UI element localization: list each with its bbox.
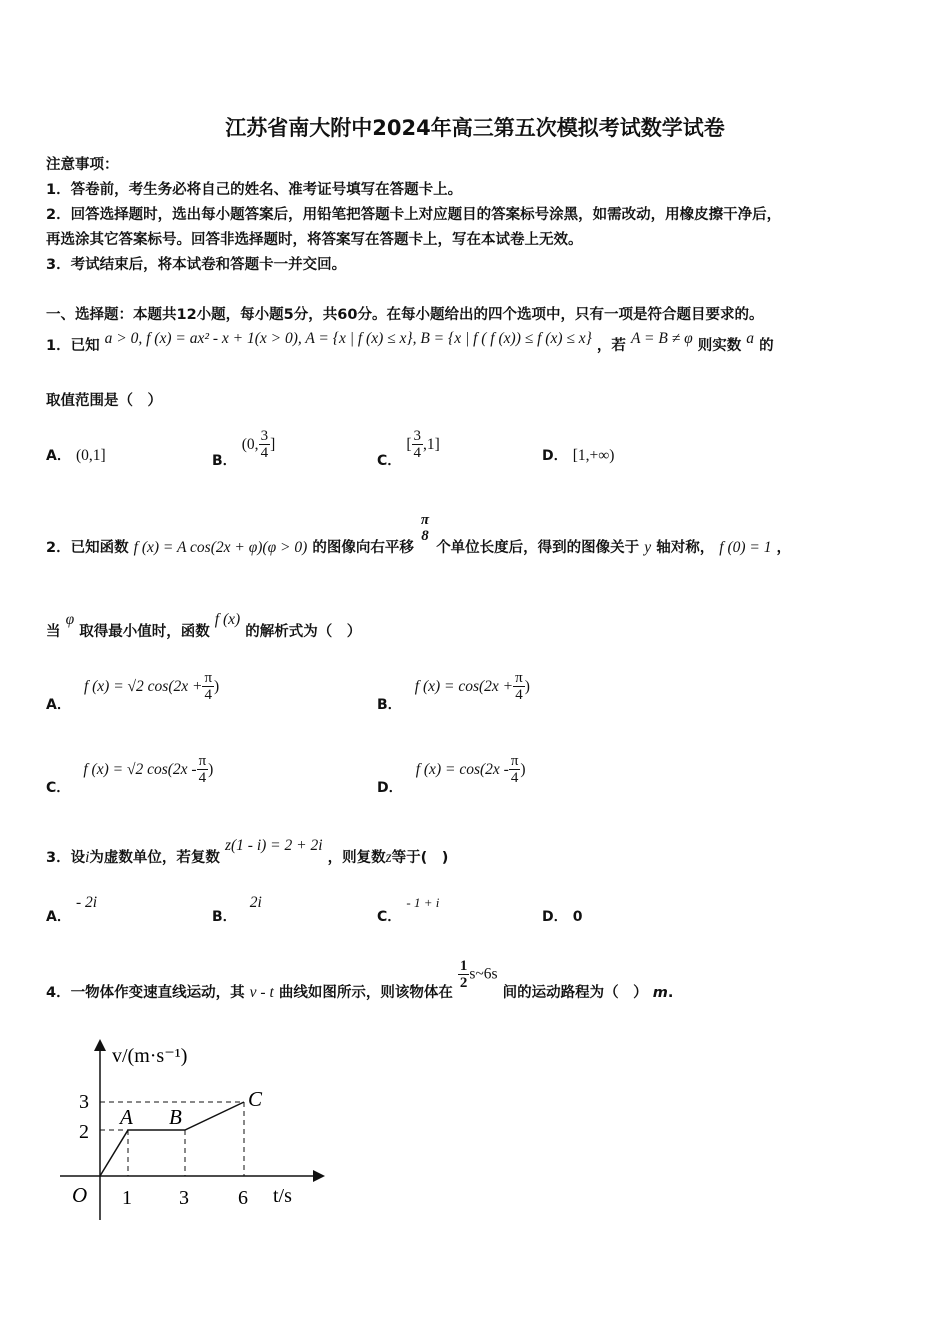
q1-condition-2: A = B ≠ φ xyxy=(630,330,693,347)
t-axis-label: t/s xyxy=(273,1185,292,1207)
notice-item-3: 3．考试结束后，将本试卷和答题卡一并交回。 xyxy=(46,257,347,273)
notice-item-2: 2．回答选择题时，选出每小题答案后，用铅笔把答题卡上对应题目的答案标号涂黑，如需改动，用橡皮擦干净后， xyxy=(46,207,782,223)
q3-option-b[interactable]: B． 2i xyxy=(212,894,262,925)
x-tick-6: 6 xyxy=(238,1187,248,1209)
q3-option-a[interactable]: A． - 2i xyxy=(46,894,98,925)
exam-title: 江苏省南大附中2024年高三第五次模拟考试数学试卷 xyxy=(225,116,725,140)
q1-option-a[interactable]: A． (0,1] xyxy=(46,447,106,464)
q3-equation: z(1 - i) = 2 + 2i xyxy=(224,837,323,854)
q1-condition: a > 0, f (x) = ax² - x + 1(x > 0), A = {x | f (x) ≤ x}, B = {x | f ( f (x)) ≤ f (x) ≤ x} xyxy=(104,330,592,347)
question-2-line-2: 当 φ 取得最小值时，函数 f (x) 的解析式为（ ） xyxy=(46,611,362,640)
notice-heading: 注意事项： xyxy=(46,157,119,173)
y-tick-2: 2 xyxy=(79,1121,89,1143)
v-axis-label: v/(m·s⁻¹) xyxy=(112,1045,188,1067)
q1-option-c[interactable]: C． [ $\frac{3}{4}$ ,1] xyxy=(377,428,440,469)
vt-graph xyxy=(50,1030,350,1230)
question-2: 2．已知函数 f (x) = A cos(2x + φ)(φ > 0) 的图像向右平移 π 8 个单位长度后，得到的图像关于 y 轴对称， f (0) = 1 ， xyxy=(46,512,792,556)
point-a-label: A xyxy=(120,1105,133,1129)
question-1: 1．已知 a > 0, f (x) = ax² - x + 1(x > 0), A = {x | f (x) ≤ x}, B = {x | f ( f (x)) ≤ f (x) ≤ x} ，若 A = B ≠ φ 则实数 a 的 xyxy=(46,330,774,354)
q1-option-b[interactable]: B． (0, $\frac{3}{4}$ ] xyxy=(212,428,276,469)
point-c-label: C xyxy=(248,1087,263,1111)
notice-item-1: 1．答卷前，考生务必将自己的姓名、准考证号填写在答题卡上。 xyxy=(46,182,463,198)
question-4: 4．一物体作变速直线运动，其 v - t 曲线如图所示，则该物体在 $\frac{1}{2}$ s~6s 间的运动路程为（ ） m. xyxy=(46,958,674,1001)
point-b-label: B xyxy=(169,1105,182,1129)
q2-option-d[interactable]: D． f (x) = cos(2x - $\frac{\pi}{4}$ ) xyxy=(377,753,526,796)
q2-option-a[interactable]: A． f (x) = √2 cos(2x + $\frac{\pi}{4}$ ) xyxy=(46,670,220,713)
question-1-line-2: 取值范围是（ ） xyxy=(46,393,162,409)
question-3: 3．设i为虚数单位，若复数 z(1 - i) = 2 + 2i ，则复数z等于( ) xyxy=(46,837,449,866)
notice-item-2-cont: 再选涂其它答案标号。回答非选择题时，将答案写在答题卡上，写在本试卷上无效。 xyxy=(46,232,583,248)
section-heading: 一、选择题：本题共12小题，每小题5分，共60分。在每小题给出的四个选项中，只有一项是符合题目要求的。 xyxy=(46,307,764,323)
q2-option-c[interactable]: C． f (x) = √2 cos(2x - $\frac{\pi}{4}$ ) xyxy=(46,753,214,796)
q3-option-d[interactable]: D． 0 xyxy=(542,909,583,925)
origin-label: O xyxy=(72,1183,88,1207)
y-tick-3: 3 xyxy=(79,1091,89,1113)
q2-function: f (x) = A cos(2x + φ)(φ > 0) xyxy=(133,539,308,556)
x-tick-1: 1 xyxy=(122,1187,132,1209)
q2-option-b[interactable]: B． f (x) = cos(2x + $\frac{\pi}{4}$ ) xyxy=(377,670,530,713)
x-tick-3: 3 xyxy=(179,1187,189,1209)
q3-option-c[interactable]: C． - 1 + i xyxy=(377,895,440,925)
q1-option-d[interactable]: D． [1,+∞) xyxy=(542,447,615,464)
